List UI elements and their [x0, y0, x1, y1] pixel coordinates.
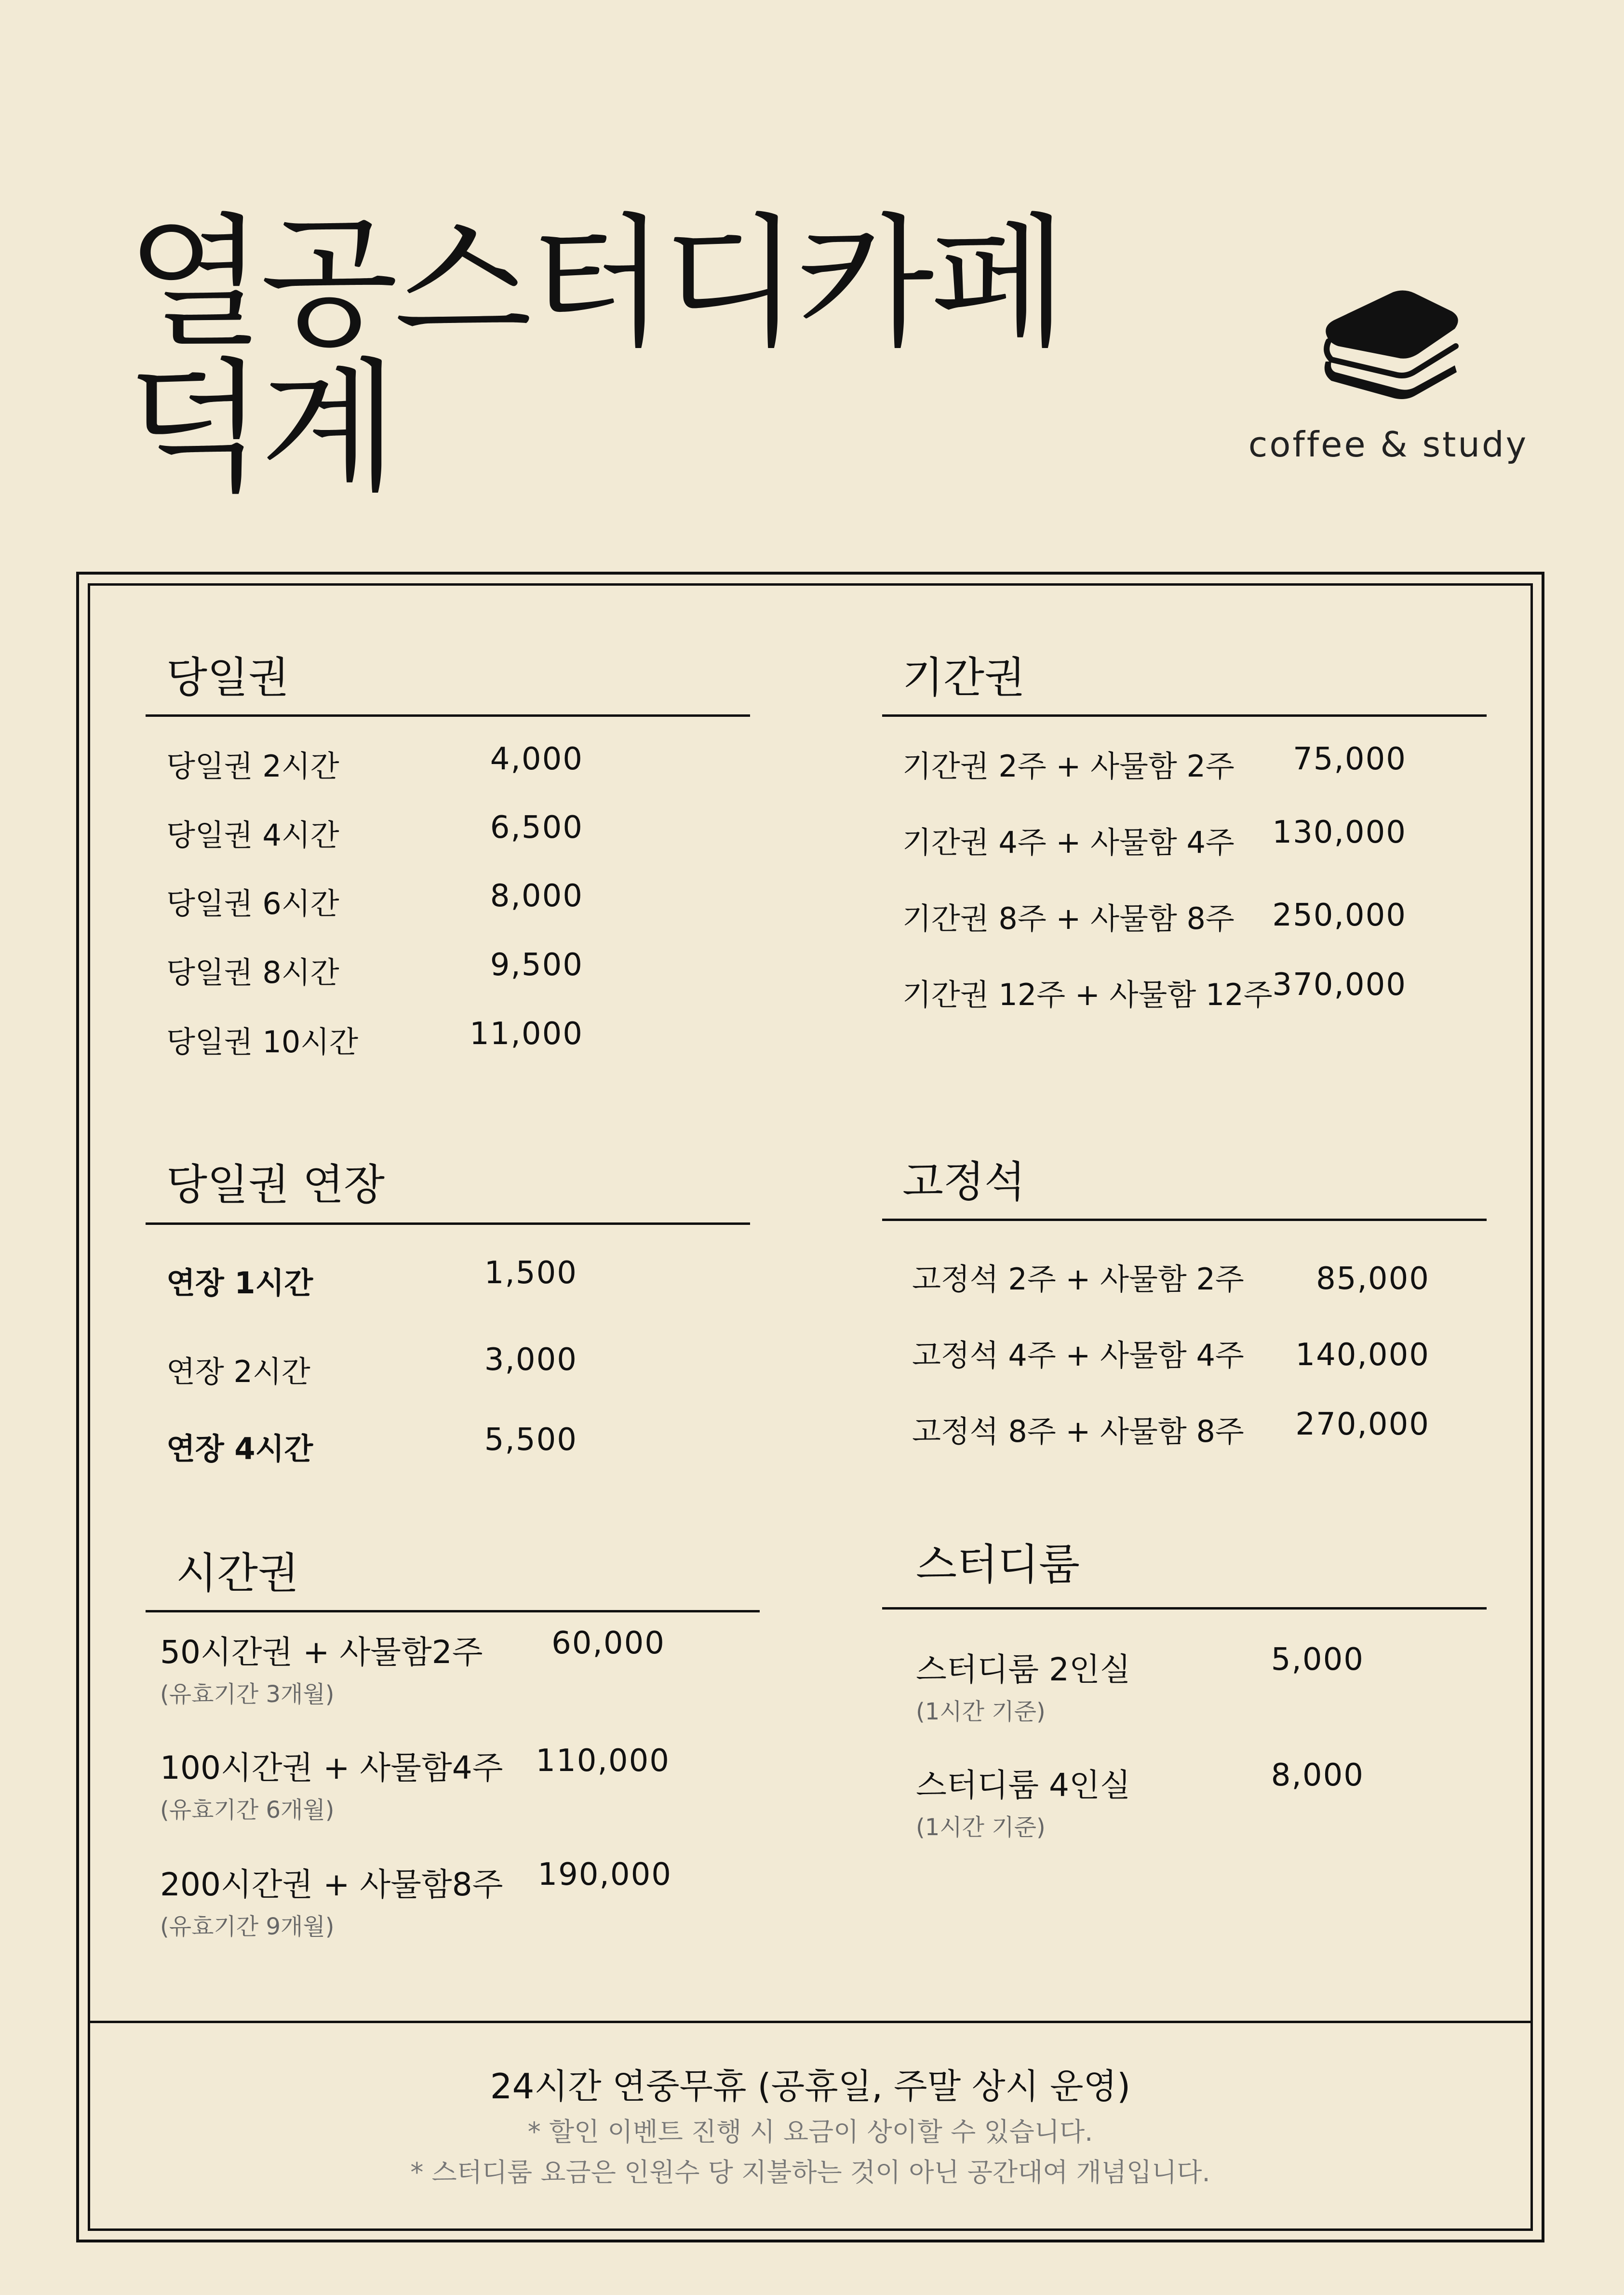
section-rule	[882, 714, 1487, 717]
list-item-price: 85,000	[1316, 1261, 1430, 1297]
list-item-price: 270,000	[1295, 1407, 1430, 1442]
footer-divider	[88, 2021, 1533, 2023]
list-item-price: 130,000	[1272, 815, 1407, 850]
list-item-price: 9,500	[490, 947, 583, 983]
page-title-line1: 열공스터디카페	[126, 200, 1064, 366]
list-item-price: 190,000	[537, 1857, 672, 1892]
section-heading-study-room: 스터디룸	[916, 1540, 1080, 1589]
list-item-price: 60,000	[551, 1625, 665, 1661]
list-item-name: 스터디룸 4인실	[916, 1767, 1131, 1804]
brand-tagline: coffee & study	[1248, 424, 1529, 465]
section-rule	[146, 1222, 750, 1225]
list-item-name: 당일권 8시간	[166, 955, 339, 990]
list-item-name: 200시간권 + 사물함8주	[160, 1866, 503, 1903]
list-item-name: 연장 1시간	[166, 1265, 313, 1301]
footer-note-study-room: * 스터디룸 요금은 인원수 당 지불하는 것이 아닌 공간대여 개념입니다.	[410, 2157, 1210, 2188]
list-item-name: 100시간권 + 사물함4주	[160, 1749, 503, 1786]
list-item-note: (1시간 기준)	[916, 1814, 1046, 1841]
list-item-price: 6,500	[490, 810, 583, 846]
list-item-name: 당일권 4시간	[166, 818, 339, 853]
list-item-price: 75,000	[1293, 741, 1407, 777]
section-heading-extension: 당일권 연장	[166, 1160, 385, 1209]
section-rule	[146, 1610, 760, 1612]
list-item-price: 5,000	[1271, 1642, 1364, 1678]
list-item-price: 8,000	[490, 878, 583, 914]
stacked-books-icon	[1312, 289, 1466, 415]
section-heading-fixed-seat: 고정석	[902, 1157, 1026, 1207]
section-heading-period-pass: 기간권	[902, 653, 1026, 702]
list-item-note: (유효기간 3개월)	[160, 1681, 335, 1708]
list-item-note: (유효기간 6개월)	[160, 1797, 335, 1824]
list-item-price: 5,500	[484, 1422, 577, 1458]
list-item-note: (1시간 기준)	[916, 1698, 1046, 1725]
section-heading-time-pass: 시간권	[176, 1548, 299, 1598]
list-item-name: 고정석 4주 + 사물함 4주	[912, 1338, 1244, 1373]
list-item-price: 3,000	[484, 1342, 577, 1378]
list-item-name: 당일권 6시간	[166, 886, 339, 921]
section-rule	[882, 1219, 1487, 1221]
section-rule	[882, 1607, 1487, 1610]
list-item-price: 370,000	[1272, 967, 1407, 1003]
list-item-name: 당일권 10시간	[166, 1024, 359, 1060]
list-item-name: 연장 2시간	[166, 1354, 310, 1389]
list-item-name: 고정석 2주 + 사물함 2주	[912, 1262, 1244, 1297]
list-item-price: 250,000	[1272, 898, 1407, 933]
list-item-name: 50시간권 + 사물함2주	[160, 1634, 483, 1671]
list-item-note: (유효기간 9개월)	[160, 1913, 335, 1940]
section-heading-day-pass: 당일권	[166, 653, 290, 702]
footer-note-discount: * 할인 이벤트 진행 시 요금이 상이할 수 있습니다.	[527, 2117, 1093, 2147]
footer-hours: 24시간 연중무휴 (공휴일, 주말 상시 운영)	[490, 2066, 1131, 2107]
list-item-name: 스터디룸 2인실	[916, 1651, 1131, 1688]
list-item-name: 기간권 2주 + 사물함 2주	[902, 749, 1235, 784]
list-item-price: 140,000	[1295, 1337, 1430, 1373]
list-item-name: 기간권 4주 + 사물함 4주	[902, 825, 1235, 860]
list-item-price: 8,000	[1271, 1758, 1364, 1793]
list-item-name: 당일권 2시간	[166, 749, 339, 784]
list-item-price: 11,000	[470, 1016, 583, 1052]
list-item-name: 기간권 12주 + 사물함 12주	[902, 977, 1273, 1012]
list-item-name: 고정석 8주 + 사물함 8주	[912, 1414, 1244, 1449]
list-item-price: 4,000	[490, 741, 583, 777]
section-rule	[146, 714, 750, 717]
list-item-price: 110,000	[536, 1743, 670, 1779]
list-item-price: 1,500	[484, 1255, 577, 1291]
list-item-name: 연장 4시간	[166, 1431, 313, 1466]
list-item-name: 기간권 8주 + 사물함 8주	[902, 901, 1235, 936]
page-title-line2: 덕계	[126, 345, 394, 511]
